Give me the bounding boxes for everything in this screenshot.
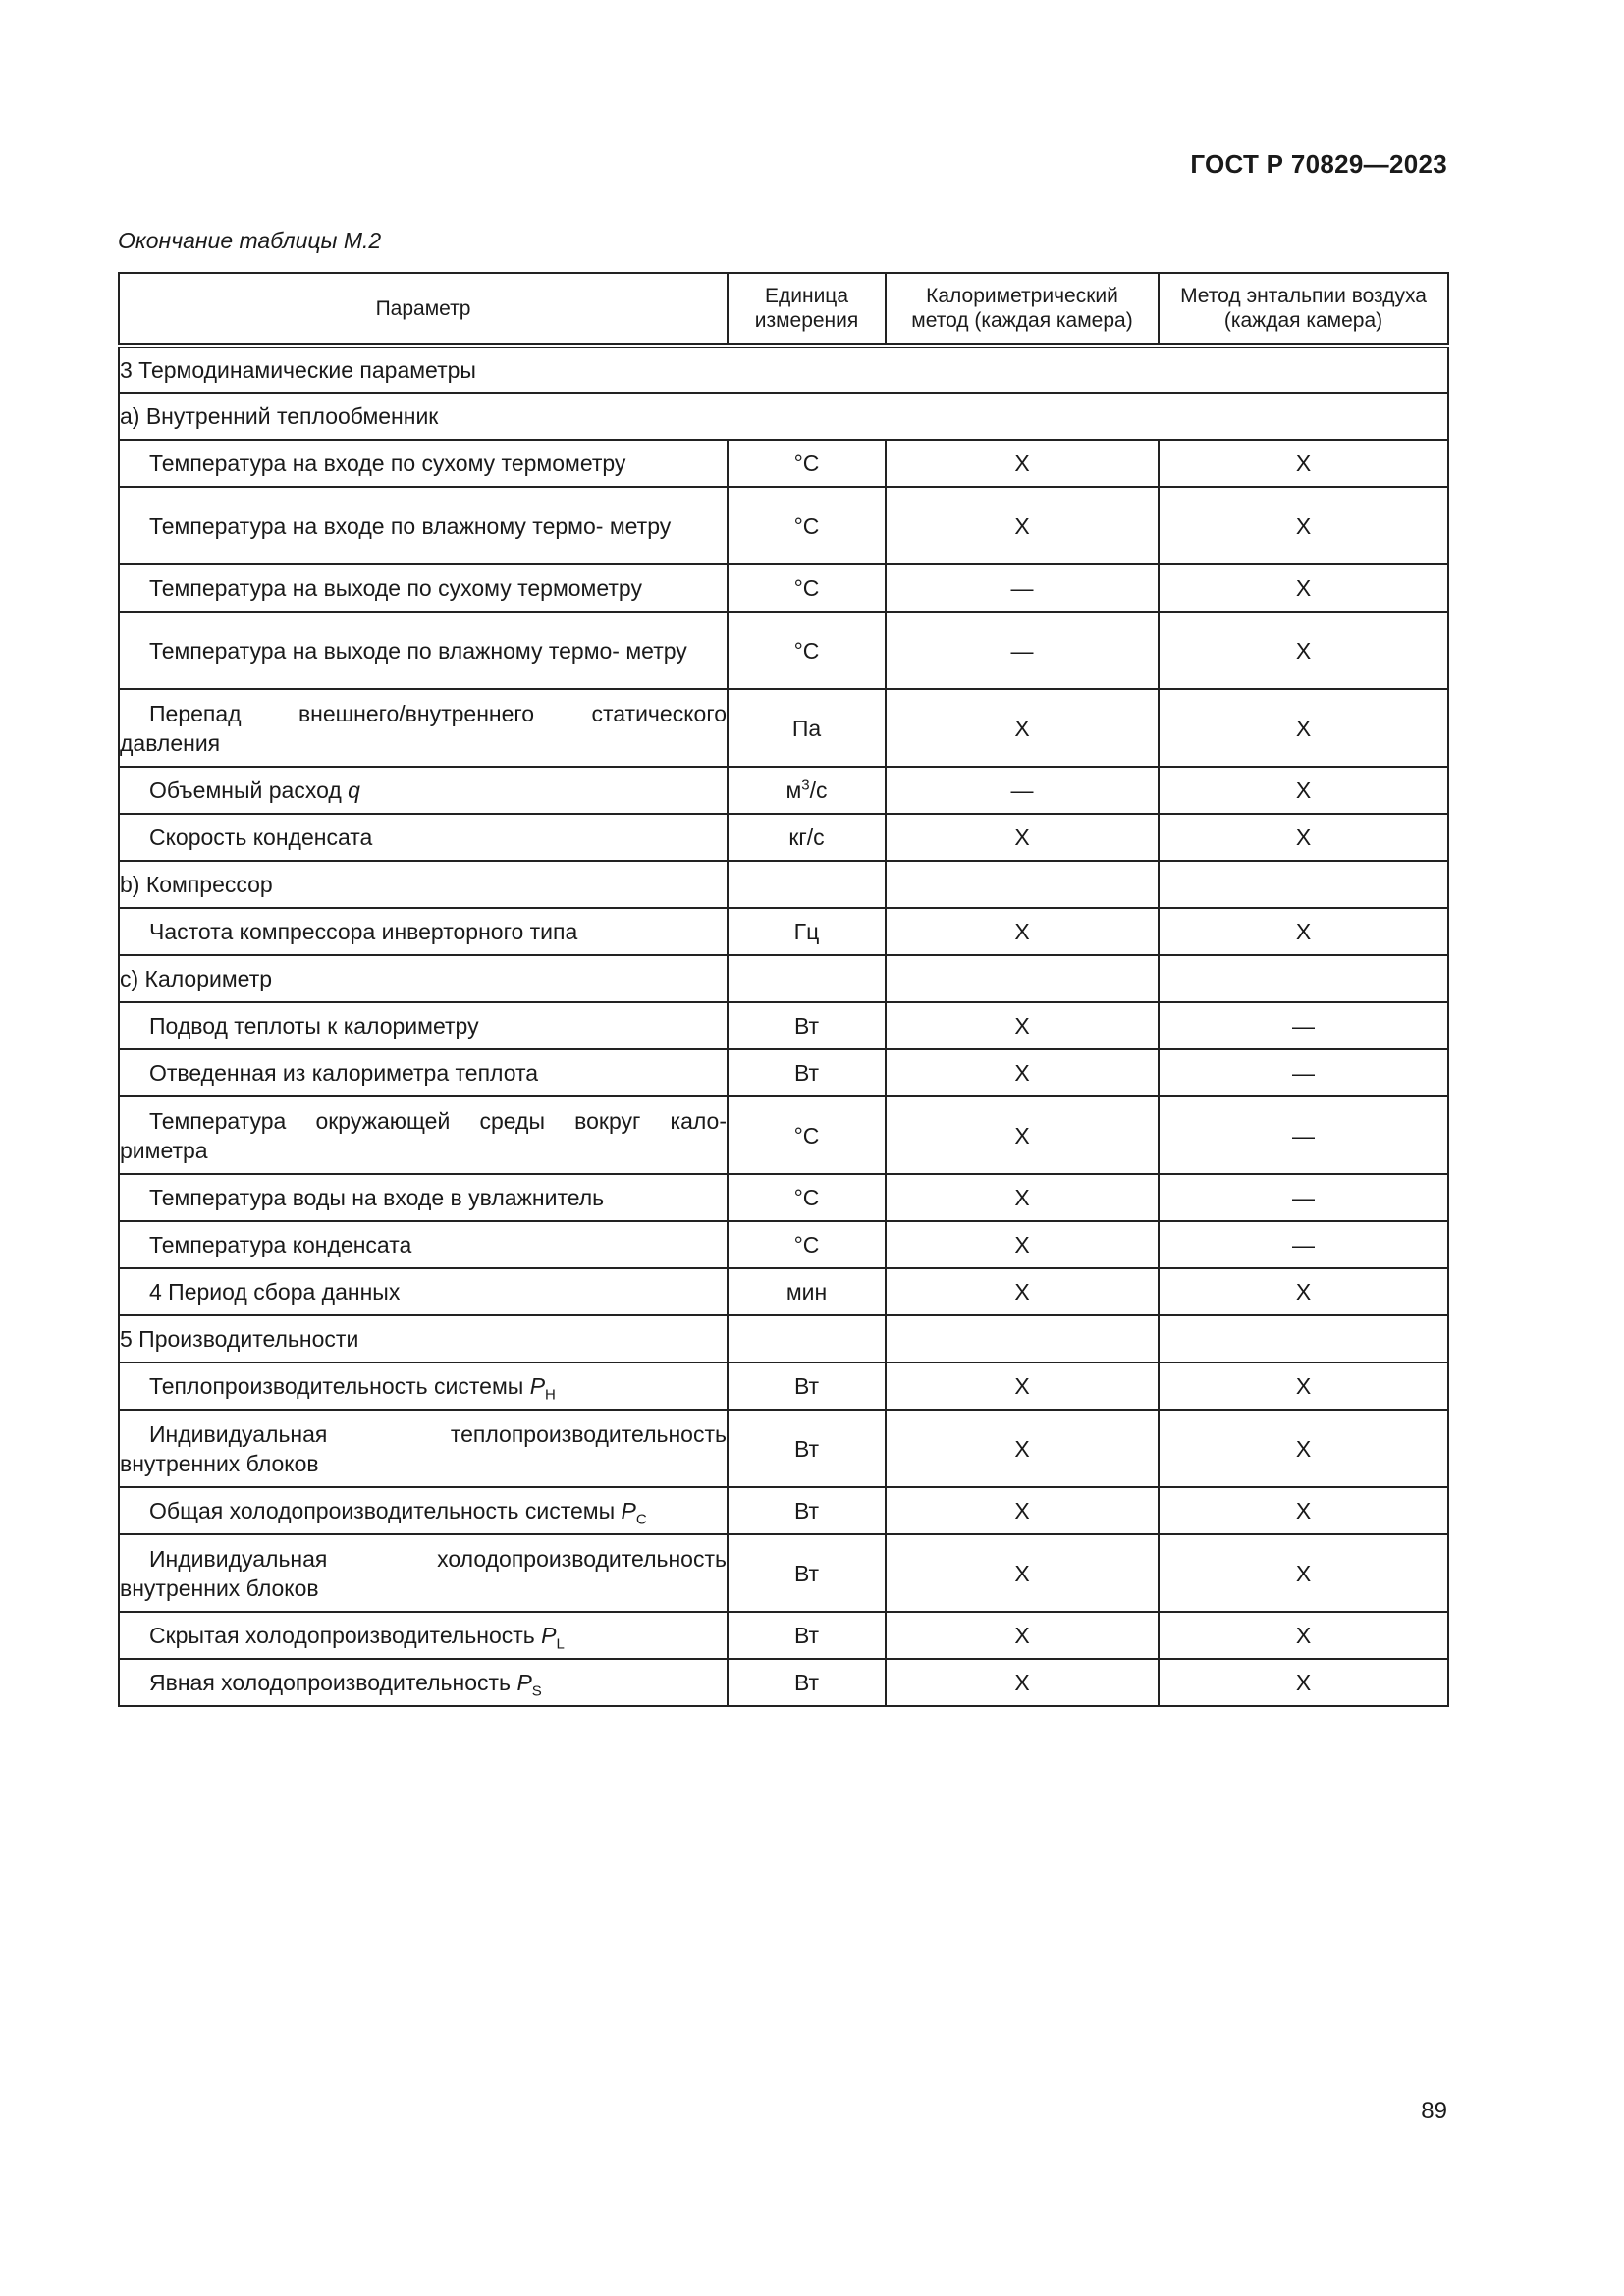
parameter-text: Индивидуальная теплопроизводительность внутренних блоков (120, 1420, 727, 1476)
table-row (119, 1659, 1448, 1706)
calorimetric-cell: X (886, 689, 1159, 767)
table-row (119, 955, 1448, 1002)
symbol: P (541, 1623, 557, 1648)
unit-cell (728, 1362, 886, 1410)
parameter-cell (119, 1049, 728, 1096)
air-enthalpy-cell: — (1159, 1096, 1448, 1174)
symbol-subscript: H (545, 1386, 556, 1404)
table-row (119, 1174, 1448, 1221)
air-enthalpy-cell: X (1159, 1362, 1448, 1410)
calorimetric-cell: X (886, 1049, 1159, 1096)
empty-cell (728, 1315, 886, 1362)
table-row (119, 814, 1448, 861)
table-row (119, 908, 1448, 955)
calorimetric-cell: X (886, 1534, 1159, 1612)
air-enthalpy-cell: X (1159, 689, 1448, 767)
parameter-cell (119, 814, 728, 861)
parameter-text: Температура на выходе по сухому термометру (149, 575, 642, 601)
empty-cell (1159, 1315, 1448, 1362)
air-enthalpy-cell: — (1159, 1002, 1448, 1049)
table-row (119, 440, 1448, 487)
header-air-enthalpy: Метод энтальпии воздуха (каждая камера) (1159, 273, 1448, 346)
unit-text: °С (793, 637, 820, 664)
unit-text: мин (785, 1279, 828, 1305)
unit-text: Вт (793, 1013, 820, 1039)
air-enthalpy-cell: X (1159, 767, 1448, 814)
parameter-cell (119, 1362, 728, 1410)
calorimetric-cell: X (886, 440, 1159, 487)
parameter-text: Подвод теплоты к калориметру (149, 1013, 479, 1039)
table-row (119, 1362, 1448, 1410)
header-calorimetric: Калориметрический метод (каждая камера) (886, 273, 1159, 346)
symbol-subscript: C (635, 1511, 647, 1528)
table-row (119, 612, 1448, 689)
empty-cell (1159, 861, 1448, 908)
unit-cell (728, 440, 886, 487)
parameter-cell (119, 487, 728, 564)
unit-cell (728, 689, 886, 767)
table-row (119, 1049, 1448, 1096)
unit-cell (728, 1659, 886, 1706)
unit-text: кг/с (788, 825, 825, 850)
calorimetric-cell: X (886, 908, 1159, 955)
unit-text: °С (793, 1232, 820, 1257)
parameter-text: Индивидуальная холодопроизводительность внутренних блоков (120, 1545, 727, 1601)
calorimetric-cell: X (886, 1410, 1159, 1487)
parameter-text: Скорость конденсата (149, 825, 373, 850)
table-row (119, 1612, 1448, 1659)
table-row (119, 1534, 1448, 1612)
header-unit: Единица измерения (728, 273, 886, 346)
unit-cell (728, 1612, 886, 1659)
parameter-cell (119, 1487, 728, 1534)
subsection-heading: b) Компрессор (119, 861, 728, 908)
air-enthalpy-cell: X (1159, 564, 1448, 612)
air-enthalpy-cell: X (1159, 1612, 1448, 1659)
parameter-cell (119, 689, 728, 767)
air-enthalpy-cell: X (1159, 1268, 1448, 1315)
empty-cell (886, 955, 1159, 1002)
calorimetric-cell: — (886, 612, 1159, 689)
parameter-cell (119, 440, 728, 487)
symbol-subscript: L (556, 1635, 565, 1653)
calorimetric-cell: X (886, 1174, 1159, 1221)
header-parameter: Параметр (119, 273, 728, 346)
parameter-text: Температура на входе по влажному термо- метру (149, 512, 672, 539)
parameter-cell (119, 1002, 728, 1049)
unit-text: м (785, 777, 802, 803)
table-row (119, 1315, 1448, 1362)
table-row (119, 346, 1448, 393)
parameter-cell (119, 908, 728, 955)
unit-cell (728, 1002, 886, 1049)
parameter-cell (119, 1268, 728, 1315)
parameter-text: Температура воды на входе в увлажнитель (149, 1185, 605, 1210)
table-row (119, 1410, 1448, 1487)
calorimetric-cell: X (886, 1659, 1159, 1706)
unit-cell (728, 1096, 886, 1174)
parameter-cell (119, 1174, 728, 1221)
unit-cell (728, 487, 886, 564)
air-enthalpy-cell: X (1159, 487, 1448, 564)
unit-superscript: 3 (801, 776, 810, 794)
calorimetric-cell: X (886, 1221, 1159, 1268)
parameter-text: Общая холодопроизводительность системы (149, 1498, 616, 1523)
table-row (119, 1487, 1448, 1534)
unit-text: °С (793, 1122, 820, 1148)
unit-text: °С (793, 1185, 820, 1210)
unit-text: Па (791, 715, 822, 741)
calorimetric-cell: — (886, 564, 1159, 612)
parameter-cell (119, 1659, 728, 1706)
parameter-cell (119, 1612, 728, 1659)
parameter-text: Скрытая холодопроизводительность (149, 1623, 535, 1648)
air-enthalpy-cell: X (1159, 612, 1448, 689)
air-enthalpy-cell: X (1159, 1534, 1448, 1612)
parameter-text: Перепад внешнего/внутреннего статического давления (120, 700, 727, 756)
unit-text: Вт (793, 1373, 820, 1399)
parameter-text: Объемный расход (149, 777, 342, 803)
unit-cell (728, 612, 886, 689)
calorimetric-cell: X (886, 1268, 1159, 1315)
calorimetric-cell: X (886, 487, 1159, 564)
unit-cell (728, 1487, 886, 1534)
unit-text: Вт (793, 1435, 820, 1462)
calorimetric-cell: X (886, 1096, 1159, 1174)
section-heading: а) Внутренний теплообменник (119, 393, 1448, 440)
unit-text: Гц (793, 919, 820, 944)
empty-cell (886, 861, 1159, 908)
parameter-text: Температура на входе по сухому термометру (149, 451, 626, 476)
parameter-text: Частота компрессора инверторного типа (149, 919, 578, 944)
table-header-row (119, 273, 1448, 346)
page-number: 89 (1421, 2098, 1447, 2124)
parameter-text: Температура на выходе по влажному термо- метру (149, 637, 687, 664)
table-row (119, 767, 1448, 814)
table-row (119, 1268, 1448, 1315)
air-enthalpy-cell: X (1159, 1410, 1448, 1487)
unit-text: Вт (793, 1498, 820, 1523)
air-enthalpy-cell: X (1159, 908, 1448, 955)
calorimetric-cell: — (886, 767, 1159, 814)
unit-text: Вт (793, 1060, 820, 1086)
symbol-subscript: S (531, 1682, 542, 1700)
symbol: P (529, 1373, 546, 1399)
table-row (119, 861, 1448, 908)
parameter-cell (119, 1534, 728, 1612)
parameter-text: Теплопроизводительность системы (149, 1373, 524, 1399)
parameter-text: Явная холодопроизводительность (149, 1670, 512, 1695)
unit-text: °С (793, 575, 820, 601)
table-body (119, 346, 1448, 1706)
unit-cell (728, 1268, 886, 1315)
table-row (119, 689, 1448, 767)
unit-cell (728, 1410, 886, 1487)
unit-cell (728, 908, 886, 955)
empty-cell (728, 955, 886, 1002)
unit-text: Вт (793, 1670, 820, 1695)
section-heading: 3 Термодинамические параметры (119, 346, 1448, 393)
air-enthalpy-cell: — (1159, 1221, 1448, 1268)
unit-cell (728, 767, 886, 814)
parameter-cell (119, 1410, 728, 1487)
calorimetric-cell: X (886, 1002, 1159, 1049)
document-code: ГОСТ Р 70829—2023 (1190, 149, 1447, 179)
parameter-text: Температура окружающей среды вокруг кало- риметра (120, 1107, 727, 1163)
unit-text: °С (793, 512, 820, 539)
unit-tail: /с (809, 777, 828, 803)
parameters-table (118, 272, 1449, 1707)
calorimetric-cell: X (886, 1487, 1159, 1534)
air-enthalpy-cell: X (1159, 1487, 1448, 1534)
parameter-cell (119, 1221, 728, 1268)
table-row (119, 1002, 1448, 1049)
air-enthalpy-cell: — (1159, 1174, 1448, 1221)
parameter-cell (119, 767, 728, 814)
unit-cell (728, 1221, 886, 1268)
calorimetric-cell: X (886, 1362, 1159, 1410)
table-row (119, 1096, 1448, 1174)
air-enthalpy-cell: X (1159, 1659, 1448, 1706)
empty-cell (886, 1315, 1159, 1362)
parameter-text: Температура конденсата (149, 1232, 412, 1257)
air-enthalpy-cell: — (1159, 1049, 1448, 1096)
air-enthalpy-cell: X (1159, 440, 1448, 487)
air-enthalpy-cell: X (1159, 814, 1448, 861)
empty-cell (728, 861, 886, 908)
symbol: P (621, 1498, 636, 1523)
symbol: P (516, 1670, 532, 1695)
table-row (119, 564, 1448, 612)
unit-cell (728, 564, 886, 612)
unit-cell (728, 1534, 886, 1612)
table-row (119, 393, 1448, 440)
table-caption: Окончание таблицы М.2 (118, 228, 382, 253)
parameter-text: 4 Период сбора данных (149, 1279, 401, 1305)
parameter-cell (119, 564, 728, 612)
empty-cell (1159, 955, 1448, 1002)
symbol: q (348, 777, 360, 803)
parameter-cell (119, 1096, 728, 1174)
unit-text: Вт (793, 1560, 820, 1586)
calorimetric-cell: X (886, 1612, 1159, 1659)
unit-cell (728, 1174, 886, 1221)
calorimetric-cell: X (886, 814, 1159, 861)
unit-cell (728, 814, 886, 861)
table-row (119, 487, 1448, 564)
unit-text: °С (793, 451, 820, 476)
parameter-cell (119, 612, 728, 689)
table-row (119, 1221, 1448, 1268)
subsection-heading: c) Калориметр (119, 955, 728, 1002)
unit-cell (728, 1049, 886, 1096)
subsection-heading: 5 Производительности (119, 1315, 728, 1362)
unit-text: Вт (793, 1623, 820, 1648)
parameter-text: Отведенная из калориметра теплота (149, 1060, 539, 1086)
